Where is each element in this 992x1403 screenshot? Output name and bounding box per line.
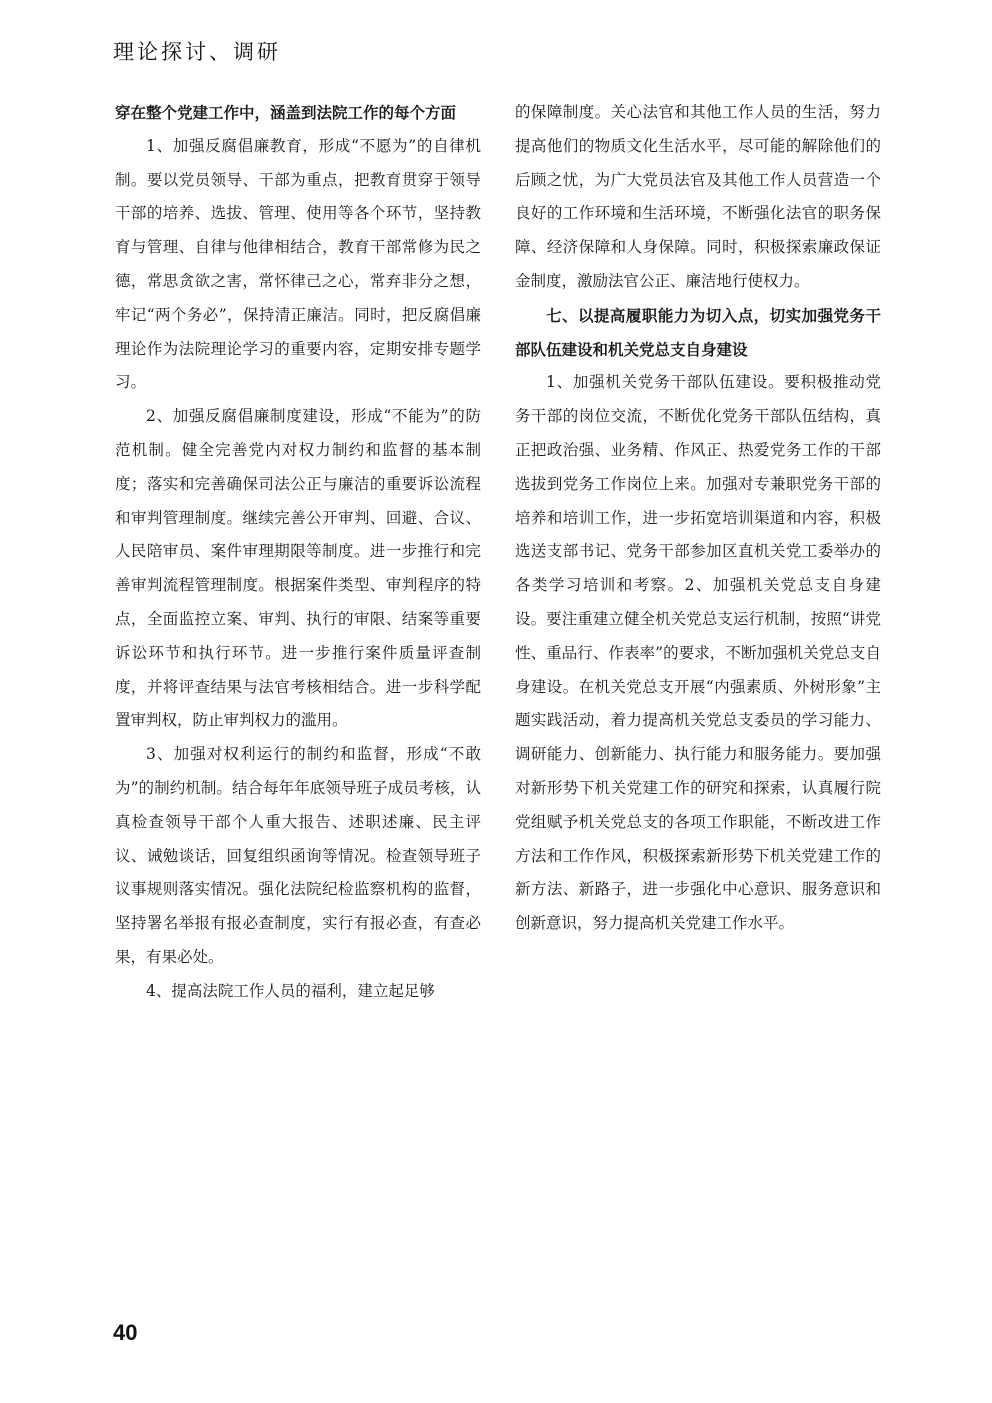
- paragraph: 3、加强对权利运行的制约和监督，形成“不敢为”的制约机制。结合每年年底领导班子成员考核，认真检查领导干部个人重大报告、述职述廉、民主评议、诫勉谈话，回复组织函询等情况。检查领导班子议事规则落实情况。强化法院纪检监察机构的监督，坚持署名举报有报必查制度，实行有报必查，有查必果，有果必处。: [115, 745, 481, 966]
- left-column: [115, 96, 481, 1009]
- paragraph: 1、加强机关党务干部队伍建设。要积极推动党务干部的岗位交流，不断优化党务干部队伍结构，真正把政治强、业务精、作风正、热爱党务工作的干部选拔到党务工作岗位上来。加强对专兼职党务干部的培养和培训工作，进一步拓宽培训渠道和内容，积极选送支部书记、党务干部参加区直机关党工委举办的各类学习培训和考察。2、加强机关党总支自身建设。要注重建立健全机关党总支运行机制，按照“讲党性、重品行、作表率”的要求，不断加强机关党总支自身建设。在机关党总支开展“内强素质、外树形象”主题实践活动，着力提高机关党总支委员的学习能力、调研能力、创新能力、执行能力和服务能力。要加强对新形势下机关党建工作的研究和探索，认真履行院党组赋予机关党总支的各项工作职能，不断改进工作方法和工作作风，积极探索新形势下机关党建工作的新方法、新路子，进一步强化中心意识、服务意识和创新意识，努力提高机关党建工作水平。: [515, 373, 881, 933]
- right-column: [515, 96, 881, 941]
- paragraph: 1、加强反腐倡廉教育，形成“不愿为”的自律机制。要以党员领导、干部为重点，把教育贯穿于领导干部的培养、选拔、管理、使用等各个环节，坚持教育与管理、自律与他律相结合，教育干部常修为民之德，常思贪欲之害，常怀律己之心，常弃非分之想，牢记“两个务必”，保持清正廉洁。同时，把反腐倡廉理论作为法院理论学习的重要内容，定期安排专题学习。: [115, 136, 481, 392]
- section-heading: 穿在整个党建工作中，涵盖到法院工作的每个方面: [115, 103, 457, 122]
- section-header: 理论探讨、调研: [113, 40, 281, 64]
- paragraph: 4、提高法院工作人员的福利，建立起足够: [146, 981, 435, 1000]
- section-heading: 七、以提高履职能力为切入点，切实加强党务干部队伍建设和机关党总支自身建设: [515, 305, 881, 359]
- paragraph: 2、加强反腐倡廉制度建设，形成“不能为”的防范机制。健全完善党内对权力制约和监督的基本制度；落实和完善确保司法公正与廉洁的重要诉讼流程和审判管理制度。继续完善公开审判、回避、合议、人民陪审员、案件审理期限等制度。进一步推行和完善审判流程管理制度。根据案件类型、审判程序的特点，全面监控立案、审判、执行的审限、结案等重要诉讼环节和执行环节。进一步推行案件质量评查制度，并将评查结果与法官考核相结合。进一步科学配置审判权，防止审判权力的滥用。: [115, 407, 481, 730]
- paragraph: 的保障制度。关心法官和其他工作人员的生活，努力提高他们的物质文化生活水平，尽可能的解除他们的后顾之忧，为广大党员法官及其他工作人员营造一个良好的工作环境和生活环境，不断强化法官的职务保障、经济保障和人身保障。同时，积极探索廉政保证金制度，激励法官公正、廉洁地行使权力。: [515, 103, 881, 290]
- page-number: 40: [113, 1320, 138, 1345]
